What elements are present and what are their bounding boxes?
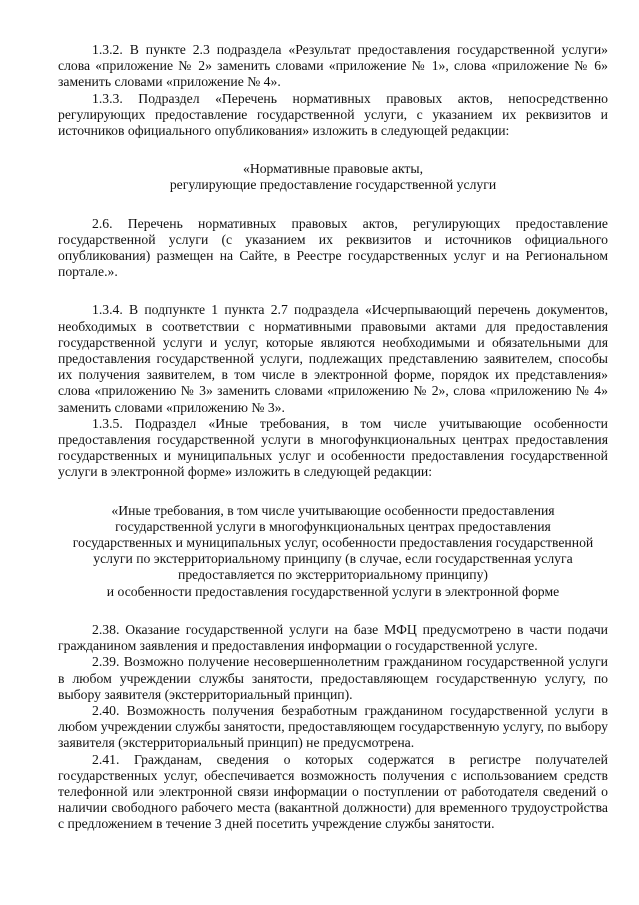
- paragraph-2-38: 2.38. Оказание государственной услуги на базе МФЦ предусмотрено в части подачи гражданином заявления и предоставления информации о государственной услуге.: [58, 621, 608, 654]
- paragraph-2-40: 2.40. Возможность получения безработным гражданином государственной услуги в любом учреждении службы занятости, предоставляющем государственную услугу, по выбору заявителя (экстерриториальный принцип) не предусмотрена.: [58, 702, 608, 751]
- heading-line: и особенности предоставления государственной услуги в электронной форме: [106, 583, 560, 599]
- heading-line: «Иные требования, в том числе учитывающие особенности предоставления: [111, 502, 555, 518]
- paragraph-2-41: 2.41. Гражданам, сведения о которых содержатся в регистре получателей государственных услуг, обеспечивается возможность получения с использованием средств телефонной или электронной связи информации о поступлении от работодателя сведений о наличии свободного рабочего места (вакантной должности) для временного трудоустройства с предложением в течение 3 дней посетить учреждение службы занятости.: [58, 751, 608, 832]
- paragraph-1-3-4: 1.3.4. В подпункте 1 пункта 2.7 подраздела «Исчерпывающий перечень документов, необходимых в соответствии с нормативными правовыми актами для предоставления государственной услуги и услуг, которые являются необходимыми и обязательными для предоставления государственной услуги, подлежащих представлению заявителем, способы их получения заявителем, в том числе в электронной форме, порядок их представления» слова «приложению № 3» заменить словами «приложению № 2», слова «приложению № 4» заменить словами «приложению № 3».: [58, 302, 608, 415]
- heading-line: услуги по экстерриториальному принципу (в случае, если государственная услуга: [93, 551, 573, 567]
- heading-line: государственных и муниципальных услуг, особенности предоставления государственной: [72, 535, 594, 551]
- heading-line: «Нормативные правовые акты,: [242, 161, 424, 177]
- paragraph-1-3-5: 1.3.5. Подраздел «Иные требования, в том числе учитывающие особенности предоставления государственной услуги в многофункциональных центрах предоставления государственных и муниципальных услуг и особенности предоставления государственной услуги в электронной форме» изложить в следующей редакции:: [58, 415, 608, 480]
- paragraph-1-3-3: 1.3.3. Подраздел «Перечень нормативных правовых актов, непосредственно регулирующих предоставление государственной услуги, с указанием их реквизитов и источников официального опубликования» изложить в следующей редакции:: [58, 90, 608, 139]
- section-heading-normative-acts: [58, 161, 608, 193]
- document-body: [58, 42, 608, 833]
- paragraph-1-3-2: 1.3.2. В пункте 2.3 подраздела «Результат предоставления государственной услуги» слова «приложение № 2» заменить словами «приложение № 1», слова «приложение № 6» заменить словами «приложение № 4».: [58, 42, 608, 90]
- paragraph-2-39: 2.39. Возможно получение несовершеннолетним гражданином государственной услуги в любом учреждении службы занятости, предоставляющем государственную услугу, по выбору заявителя (экстерриториальный принцип).: [58, 654, 608, 702]
- heading-line: государственной услуги в многофункциональных центрах предоставления: [115, 518, 551, 534]
- section-heading-other-requirements: [58, 503, 608, 600]
- paragraph-2-6: 2.6. Перечень нормативных правовых актов, регулирующих предоставление государственной услуги (с указанием их реквизитов и источников официального опубликования) размещен на Сайте, в Реестре государственных услуг и на Региональном портале.».: [58, 215, 608, 280]
- heading-line: регулирующие предоставление государственной услуги: [169, 177, 497, 193]
- heading-line: предоставляется по экстерриториальному принципу): [178, 567, 488, 583]
